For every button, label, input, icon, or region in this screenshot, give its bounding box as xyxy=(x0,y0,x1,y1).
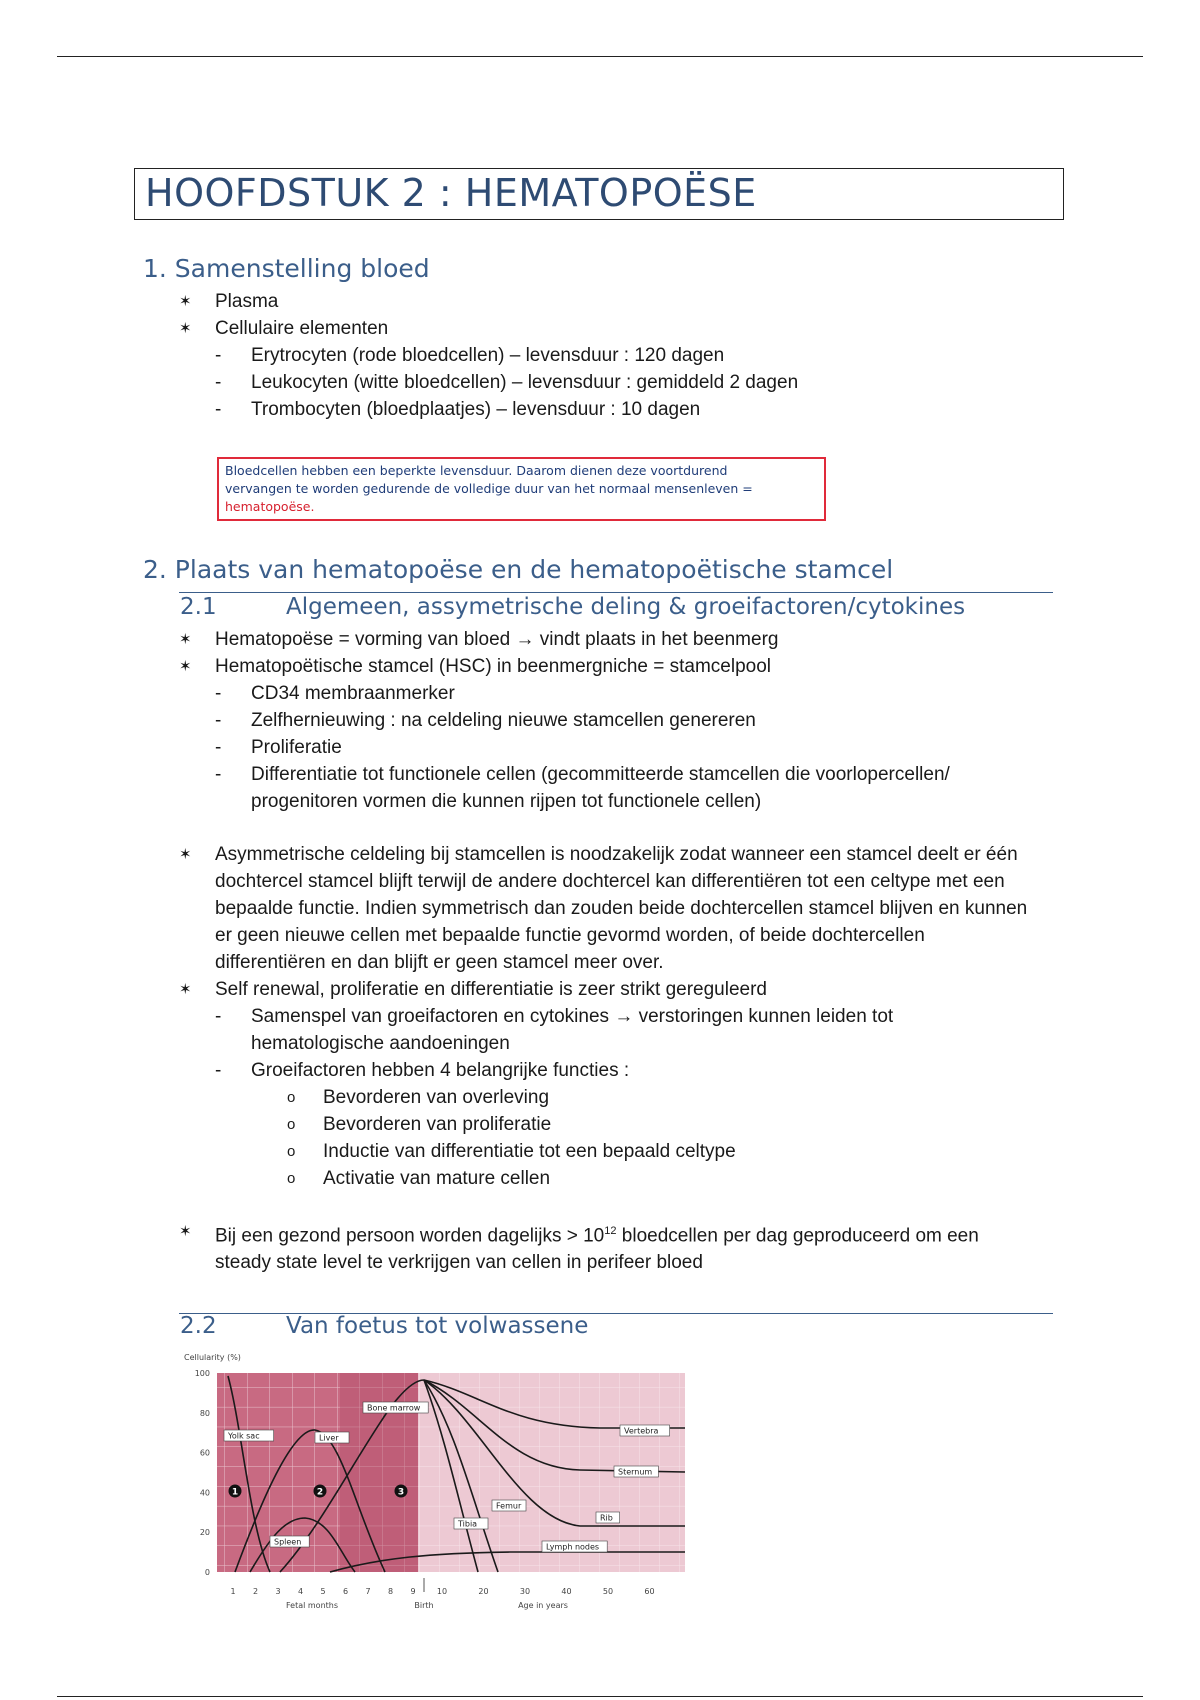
phase-marker-label: 1 xyxy=(231,1487,239,1498)
series-label: Yolk sac xyxy=(228,1431,260,1441)
note-highlight: hematopoëse. xyxy=(225,499,315,514)
subsection-2-1-title: 2.1 Algemeen, assymetrische deling & groeifactoren/cytokines xyxy=(180,594,966,620)
star-bullet-icon: ✶ xyxy=(179,658,192,675)
series-label: Liver xyxy=(319,1433,339,1443)
x-tick-label: 9 xyxy=(410,1587,416,1596)
list-item: ✶ Hematopoëse = vorming van bloed → vindt plaats in het beenmerg xyxy=(179,626,1059,653)
star-bullet-icon: ✶ xyxy=(179,320,192,337)
x-axis-label-years: Age in years xyxy=(518,1601,568,1610)
x-tick-label: 5 xyxy=(320,1587,326,1596)
series-label: Sternum xyxy=(618,1467,653,1477)
list-item: ✶ Hematopoëtische stamcel (HSC) in beenmergniche = stamcelpool xyxy=(179,653,1059,680)
x-tick-label: 4 xyxy=(297,1587,304,1596)
list-item: ✶ Cellulaire elementen xyxy=(179,315,1059,342)
star-bullet-icon: ✶ xyxy=(179,981,192,998)
x-tick-label: 1 xyxy=(230,1587,236,1596)
series-label: Spleen xyxy=(274,1537,302,1547)
x-axis-label-fetal: Fetal months xyxy=(285,1601,339,1610)
note-box: Bloedcellen hebben een beperkte levensduur. Daarom dienen deze voortdurend vervangen te worden gedurende de volledige duur van het normaal mensenleven = hematopoëse. xyxy=(217,457,826,521)
series-label: Rib xyxy=(600,1513,613,1523)
list-subitem: - Zelfhernieuwing : na celdeling nieuwe stamcellen genereren xyxy=(215,710,756,731)
phase-marker-label: 2 xyxy=(316,1487,324,1498)
y-tick-label: 60 xyxy=(199,1448,210,1458)
x-tick-label: 2 xyxy=(252,1587,259,1596)
x-tick-label: 3 xyxy=(275,1587,281,1596)
list-subitem: - CD34 membraanmerker xyxy=(215,683,455,704)
chapter-title: HOOFDSTUK 2 : HEMATOPOËSE xyxy=(145,171,757,215)
phase-marker-label: 3 xyxy=(397,1487,405,1498)
chart-svg xyxy=(180,1348,695,1620)
subsection-2-2-title: 2.2 Van foetus tot volwassene xyxy=(180,1313,589,1339)
section-2-rule xyxy=(179,592,1053,593)
series-label: Bone marrow xyxy=(367,1403,421,1413)
y-tick-label: 0 xyxy=(204,1568,210,1577)
circle-bullet-icon: o xyxy=(287,1170,296,1187)
y-tick-label: 20 xyxy=(199,1528,210,1538)
x-tick-label: 60 xyxy=(644,1587,655,1596)
section-1-title: 1. Samenstelling bloed xyxy=(143,254,430,283)
list-subitem: - Groeifactoren hebben 4 belangrijke functies : xyxy=(215,1060,630,1081)
list-subitem: - Differentiatie tot functionele cellen (gecommitteerde stamcellen die voorlopercellen/ progenitoren vormen die kunnen rijpen tot functionele cellen) xyxy=(215,764,950,812)
list-item: ✶ Bij een gezond persoon worden dagelijks > $10^{12}$ bloedcellen per dag geproduceerd om een steady state level te verkrijgen van cellen in perifeer bloed xyxy=(179,1218,1059,1276)
x-tick-label: 10 xyxy=(436,1587,448,1596)
list-subitem: - Trombocyten (bloedplaatjes) – levensduur : 10 dagen xyxy=(215,399,701,420)
chapter-title-box xyxy=(134,168,1064,220)
y-tick-label: 100 xyxy=(194,1369,210,1378)
star-bullet-icon: ✶ xyxy=(179,293,192,310)
x-tick-label: 7 xyxy=(365,1587,371,1596)
list-subsubitem: o Activatie van mature cellen xyxy=(179,1165,1059,1192)
y-tick-label: 80 xyxy=(199,1408,210,1418)
section-1-list xyxy=(179,288,1059,423)
list-subitem: - Leukocyten (witte bloedcellen) – levensduur : gemiddeld 2 dagen xyxy=(215,372,799,393)
series-label: Lymph nodes xyxy=(546,1542,600,1552)
x-tick-label: 30 xyxy=(519,1587,531,1596)
x-tick-label: 40 xyxy=(561,1587,572,1596)
page-top-rule xyxy=(57,56,1143,57)
page-bottom-rule xyxy=(57,1696,1143,1697)
section-2-title: 2. Plaats van hematopoëse en de hematopoëtische stamcel xyxy=(143,555,894,584)
list-subsubitem: o Inductie van differentiatie tot een bepaald celtype xyxy=(179,1138,1059,1165)
list-item: ✶ Self renewal, proliferatie en differentiatie is zeer strikt gereguleerd xyxy=(179,976,1059,1003)
list-subsubitem: o Bevorderen van overleving xyxy=(179,1084,1059,1111)
circle-bullet-icon: o xyxy=(287,1089,296,1106)
list-subitem: - Proliferatie xyxy=(215,737,342,758)
star-bullet-icon: ✶ xyxy=(179,846,192,863)
x-tick-label: 6 xyxy=(342,1587,349,1596)
star-bullet-icon: ✶ xyxy=(179,631,192,648)
list-subitem: - Samenspel van groeifactoren en cytokines → verstoringen kunnen leiden tot hematologische aandoeningen xyxy=(215,1006,894,1054)
x-tick-label: 8 xyxy=(387,1587,394,1596)
list-item: ✶ Plasma xyxy=(179,288,1059,315)
series-label: Vertebra xyxy=(624,1426,659,1436)
series-label: Tibia xyxy=(458,1519,478,1529)
x-axis-label-birth: Birth xyxy=(414,1601,434,1610)
x-tick-label: 50 xyxy=(602,1587,614,1596)
x-tick-label: 20 xyxy=(478,1587,489,1596)
circle-bullet-icon: o xyxy=(287,1116,296,1133)
series-label: Femur xyxy=(496,1501,522,1511)
list-subitem: - Erytrocyten (rode bloedcellen) – levensduur : 120 dagen xyxy=(215,345,725,366)
subsection-2-1-list xyxy=(179,626,1059,1276)
list-item: ✶ Asymmetrische celdeling bij stamcellen is noodzakelijk zodat wanneer een stamcel deelt er één dochtercel stamcel blijft terwijl de andere dochtercel kan differentiëren tot een celtype met een bepaalde functie. Indien symmetrisch dan zouden beide dochtercellen stamcel blijven en kunnen er geen nieuwe cellen met bepaalde functie gevormd worden, of beide dochtercellen differentiëren en dan blijft er geen stamcel meer over. xyxy=(179,841,1059,976)
circle-bullet-icon: o xyxy=(287,1143,296,1160)
hematopoiesis-chart xyxy=(180,1348,695,1620)
star-bullet-icon: ✶ xyxy=(179,1223,192,1240)
list-subsubitem: o Bevorderen van proliferatie xyxy=(179,1111,1059,1138)
y-tick-label: 40 xyxy=(199,1488,210,1498)
y-axis-label: Cellularity (%) xyxy=(184,1353,241,1362)
